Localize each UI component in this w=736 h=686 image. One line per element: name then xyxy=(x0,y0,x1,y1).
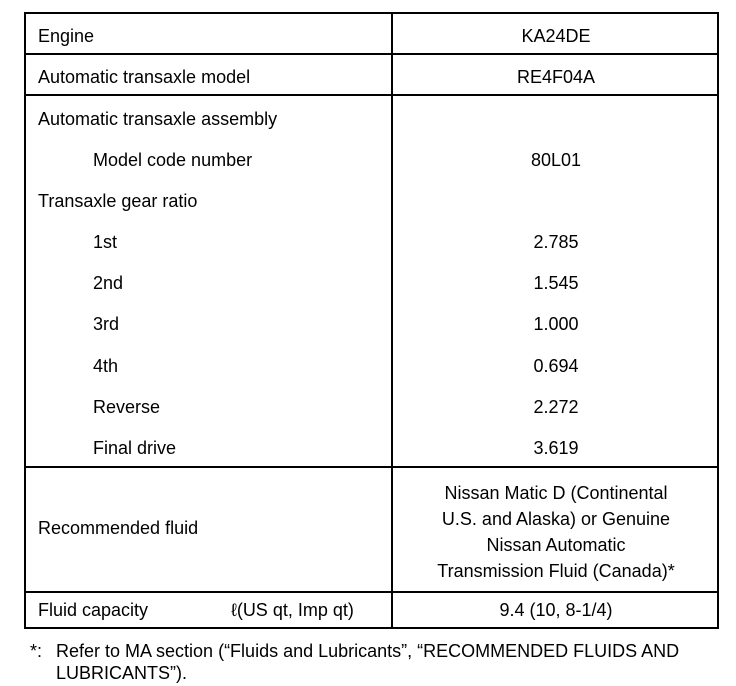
recommended-fluid-label: Recommended fluid xyxy=(38,518,199,538)
gear-3rd-value: 1.000 xyxy=(533,314,579,334)
transaxle-assembly-label: Automatic transaxle assembly xyxy=(38,109,278,129)
model-code-label: Model code number xyxy=(93,150,253,170)
final-drive-label: Final drive xyxy=(93,438,177,458)
fluid-line-2: U.S. and Alaska) or Genuine xyxy=(441,509,671,529)
footnote-text: Refer to MA section (“Fluids and Lubricants”, “RECOMMENDED FLUIDS AND LUBRICANTS”). xyxy=(56,641,680,683)
gear-1st-label: 1st xyxy=(93,232,118,252)
fluid-line-3: Nissan Automatic xyxy=(486,535,626,555)
row-divider xyxy=(26,591,717,593)
gear-3rd-label: 3rd xyxy=(93,314,120,334)
model-code-value: 80L01 xyxy=(530,150,582,170)
footnote-mark: *: xyxy=(30,641,43,661)
gear-reverse-value: 2.272 xyxy=(533,397,579,417)
fluid-capacity-unit: ℓ(US qt, Imp qt) xyxy=(231,600,354,620)
engine-value: KA24DE xyxy=(521,26,591,46)
row-divider xyxy=(26,94,717,96)
engine-label: Engine xyxy=(38,26,95,46)
final-drive-value: 3.619 xyxy=(533,438,579,458)
gear-reverse-label: Reverse xyxy=(93,397,161,417)
row-divider xyxy=(26,466,717,468)
fluid-line-4: Transmission Fluid (Canada)* xyxy=(437,561,675,581)
fluid-capacity-label: Fluid capacity xyxy=(38,600,149,620)
transaxle-model-label: Automatic transaxle model xyxy=(38,67,251,87)
fluid-capacity-value: 9.4 (10, 8-1/4) xyxy=(499,600,613,620)
gear-4th-value: 0.694 xyxy=(533,356,579,376)
specification-table xyxy=(24,12,719,629)
row-divider xyxy=(26,53,717,55)
gear-1st-value: 2.785 xyxy=(533,232,579,252)
transaxle-model-value: RE4F04A xyxy=(516,67,596,87)
gear-2nd-label: 2nd xyxy=(93,273,124,293)
gear-ratio-label: Transaxle gear ratio xyxy=(38,191,198,211)
gear-4th-label: 4th xyxy=(93,356,119,376)
fluid-line-1: Nissan Matic D (Continental xyxy=(444,483,668,503)
gear-2nd-value: 1.545 xyxy=(533,273,579,293)
